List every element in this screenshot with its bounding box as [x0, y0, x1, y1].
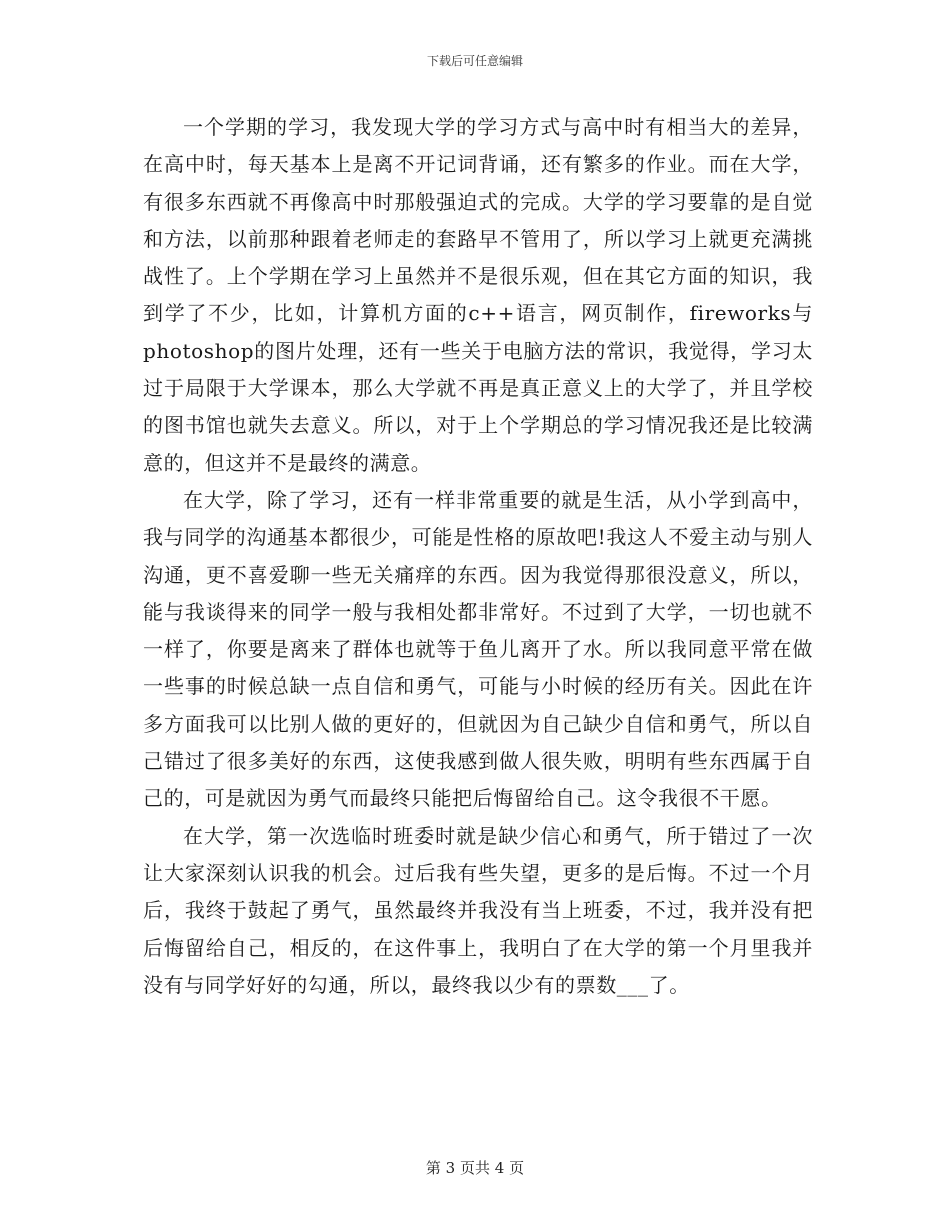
paragraph-study: 一个学期的学习，我发现大学的学习方式与高中时有相当大的差异，在高中时，每天基本上是离不开记词背诵，还有繁多的作业。而在大学，有很多东西就不再像高中时那般强迫式的完成。大学的学习要靠的是自觉和方法，以前那种跟着老师走的套路早不管用了，所以学习上就更充满挑战性了。上个学期在学习上虽然并不是很乐观，但在其它方面的知识，我到学了不少，比如，计算机方面的c++语言，网页制作，fireworks与photoshop的图片处理，还有一些关于电脑方法的常识，我觉得，学习太过于局限于大学课本，那么大学就不再是真正意义上的大学了，并且学校的图书馆也就失去意义。所以，对于上个学期总的学习情况我还是比较满意的，但这并不是最终的满意。 — [143, 115, 813, 475]
page-number: 第 3 页共 4 页 — [425, 1159, 525, 1177]
paragraph-life: 在大学，除了学习，还有一样非常重要的就是生活，从小学到高中，我与同学的沟通基本都很少，可能是性格的原故吧!我这人不爱主动与别人沟通，更不喜爱聊一些无关痛痒的东西。因为我觉得那很没意义，所以，能与我谈得来的同学一般与我相处都非常好。不过到了大学，一切也就不一样了，你要是离来了群体也就等于鱼儿离开了水。所以我同意平常在做一些事的时候总缺一点自信和勇气，可能与小时候的经历有关。因此在许多方面我可以比别人做的更好的，但就因为自己缺少自信和勇气，所以自己错过了很多美好的东西，这使我感到做人很失败，明明有些东西属于自己的，可是就因为勇气而最终只能把后悔留给自己。这令我很不干愿。 — [143, 487, 813, 811]
document-body — [143, 109, 813, 1004]
page-header-note: 下载后可任意编辑 — [426, 54, 523, 68]
paragraph-class-committee: 在大学，第一次选临时班委时就是缺少信心和勇气，所于错过了一次让大家深刻认识我的机会。过后我有些失望，更多的是后悔。不过一个月后，我终于鼓起了勇气，虽然最终并我没有当上班委，不过，我并没有把后悔留给自己，相反的，在这件事上，我明白了在大学的第一个月里我并没有与同学好好的勾通，所以，最终我以少有的票数___了。 — [143, 823, 813, 997]
